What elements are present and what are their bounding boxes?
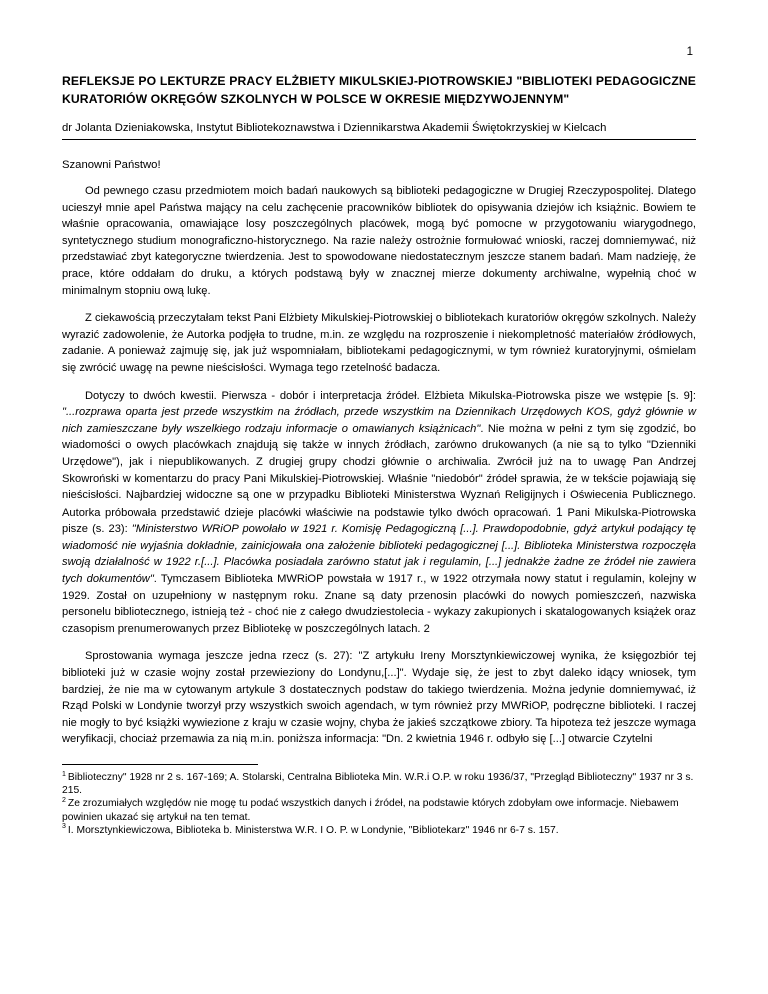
footnote-mark-3: 3 [62,823,66,831]
greeting: Szanowni Państwo! [62,159,161,171]
footnote-1 [62,771,696,797]
author-line: dr Jolanta Dzieniakowska, Instytut Bibliotekoznawstwa i Dziennikarstwa Akademii Świętokrzyskiej w Kielcach [62,120,696,140]
p3-text-b: . Nie można w pełni z tym się zgodzić, bo wiadomości o owych placówkach znajdują się także w innych źródłach, zarówno drukowanych (a nie są to tylko "Dzienniki Urzędowe"), jak i niepublikowanych. Z drugiej grupy chodzi głównie o archiwalia. Zwrócił już na to uwagę Pan Andrzej Skowroński w komentarzu do pracy Pani Mikulskiej-Piotrowskiej. Właśnie "niedobór" źródeł sprawia, że w tekście pojawiają się nieścisłości. Najbardziej widoczne są one w przypadku Biblioteki Ministerstwa Wyznań Religijnych i Oświecenia Publicznego. Autorka próbowała przedstawić dzieje placówki właściwie na podstawie tylko dwóch opracowań. [62,422,696,519]
p3-quote-2: "Ministerstwo WRiOP powołało w 1921 r. Komisję Pedagogiczną [...]. Prawdopodobnie, gdyż artykuł podający tę wiadomość nie wyjaśnia dokładnie, zainicjowała ona założenie biblioteki pedagogicznej [...]. Biblioteka Ministerstwa rozpoczęła swoją działalność w 1922 r.[...]. Placówka posiadała zarówno statut jak i regulamin, [...] jednakże żadne ze źródeł nie zawiera tych dokumentów" [62,523,696,586]
footnote-text-3: I. Morsztynkiewiczowa, Biblioteka b. Ministerstwa W.R. I O. P. w Londynie, "Bibliotekarz" 1946 nr 6-7 s. 157. [67,824,559,836]
p3-text-c: Pani Mikulska-Piotrowska pisze (s. 23): [62,506,697,536]
article-body [62,73,696,837]
footnote-separator [62,764,258,765]
paragraph-1: Od pewnego czasu przedmiotem moich badań naukowych są biblioteki pedagogiczne w Drugiej Rzeczypospolitej. Dlatego ucieszył mnie apel Państwa mający na celu zachęcenie pracowników bibliotek do opisywania dziejów ich książnic. Bowiem te właśnie opracowania, omawiające losy poszczególnych placówek, mogą być pomocne w przygotowaniu wiarygodnego, syntetycznego studium monograficzno-historycznego. Na razie należy ostrożnie formułować wnioski, raczej domniemywać, niż przedstawiać zbyt kategoryczne twierdzenia. Jest to spowodowane niedostatecznym jeszcze stanem badań. Mam nadzieję, że prace, które oddałam do druku, a których podstawą były w znacznej mierze dokumenty archiwalne, wypełnią choć w minimalnym stopniu ową lukę. [62,185,696,297]
footnote-2 [62,797,696,823]
footnote-text-1: Biblioteczny" 1928 nr 2 s. 167-169; A. Stolarski, Centralna Biblioteka Min. W.R.i O.P. w roku 1936/37, "Przegląd Biblioteczny" 1937 nr 3 s. 215. [62,772,694,797]
footnote-mark-2: 2 [62,796,66,804]
paragraph-2: Z ciekawością przeczytałam tekst Pani Elżbiety Mikulskiej-Piotrowskiej o bibliotekach kuratoriów okręgów szkolnych. Należy wyrazić zadowolenie, że Autorka podjęła to trudne, m.in. ze względu na rozproszenie i niekompletność materiałów źródłowych, zadanie. A ponieważ zajmuję się, jak już wspomniałam, bibliotekami pedagogicznymi, w tym również kuratoryjnymi, ośmielam się zwrócić uwagę na pewne nieścisłości. Wymaga tego rzetelność badacza. [62,312,696,374]
article-title: REFLEKSJE PO LEKTURZE PRACY ELŻBIETY MIKULSKIEJ-PIOTROWSKIEJ "BIBLIOTEKI PEDAGOGICZNE KURATORIÓW OKRĘGÓW SZKOLNYCH W POLSCE W OKRESIE MIĘDZYWOJENNYM" [62,74,696,106]
p3-quote-1: "...rozprawa oparta jest przede wszystkim na źródłach, przede wszystkim na Dziennikach Urzędowych KOS, gdyż głównie w nich zamieszczane były wszelkiego rodzaju informacje o omawianych książnicach" [62,406,696,435]
footnote-ref-1[interactable]: 1 [551,504,568,519]
paragraph-4: Sprostowania wymaga jeszcze jedna rzecz (s. 27): "Z artykułu Ireny Morsztynkiewiczowej wynika, że księgozbiór tej biblioteki już w czasie wojny został przewieziony do Londynu,[...]". Wydaje się, że jest to zbyt daleko idący wniosek, tym bardziej, że nie ma w cytowanym artykule 3 dostatecznych podstaw do takiego twierdzenia. Można jedynie domniemywać, iż Rząd Polski w Londynie tworzył przy wszystkich swoich agendach, w tym również przy MWRiOP, podręczne biblioteki. I raczej nie mogły to być książki wywiezione z kraju w czasie wojny, chyba że jakieś szczątkowe zbiory. Ta hipoteza też jeszcze wymaga weryfikacji, chociaż przemawia za nią m.in. poniższa informacja: "Dn. 2 kwietnia 1946 r. odbyło się [...] otwarcie Czytelni [62,650,696,746]
p3-text-d: . Tymczasem Biblioteka MWRiOP powstała w 1917 r., w 1922 otrzymała nowy statut i regulamin, kolejny w 1929. Został on uzupełniony w następnym roku. Znane są daty przenosin placówki do nowych pomieszczeń, nazwiska personelu bibliotecznego, istnieją też - choć nie z całego dwudziestolecia - wykazy zakupionych i skatalogowanych książek oraz czasopism prenumerowanych przez Bibliotekę w poszczególnych latach. 2 [62,573,697,635]
paragraph-3 [62,388,696,638]
footnote-text-2: Ze zrozumiałych względów nie mogę tu podać wszystkich danych i źródeł, na podstawie których zdobyłam owe informacje. Niebawem powinien ukazać się artykuł na ten temat. [62,798,679,823]
footnote-mark-1: 1 [62,770,66,778]
p3-text-a: Dotyczy to dwóch kwestii. Pierwsza - dobór i interpretacja źródeł. Elżbieta Mikulska-Piotrowska pisze we wstępie [s. 9]: [85,389,696,402]
page-number: 1 [686,46,693,58]
footnote-3 [62,824,696,837]
